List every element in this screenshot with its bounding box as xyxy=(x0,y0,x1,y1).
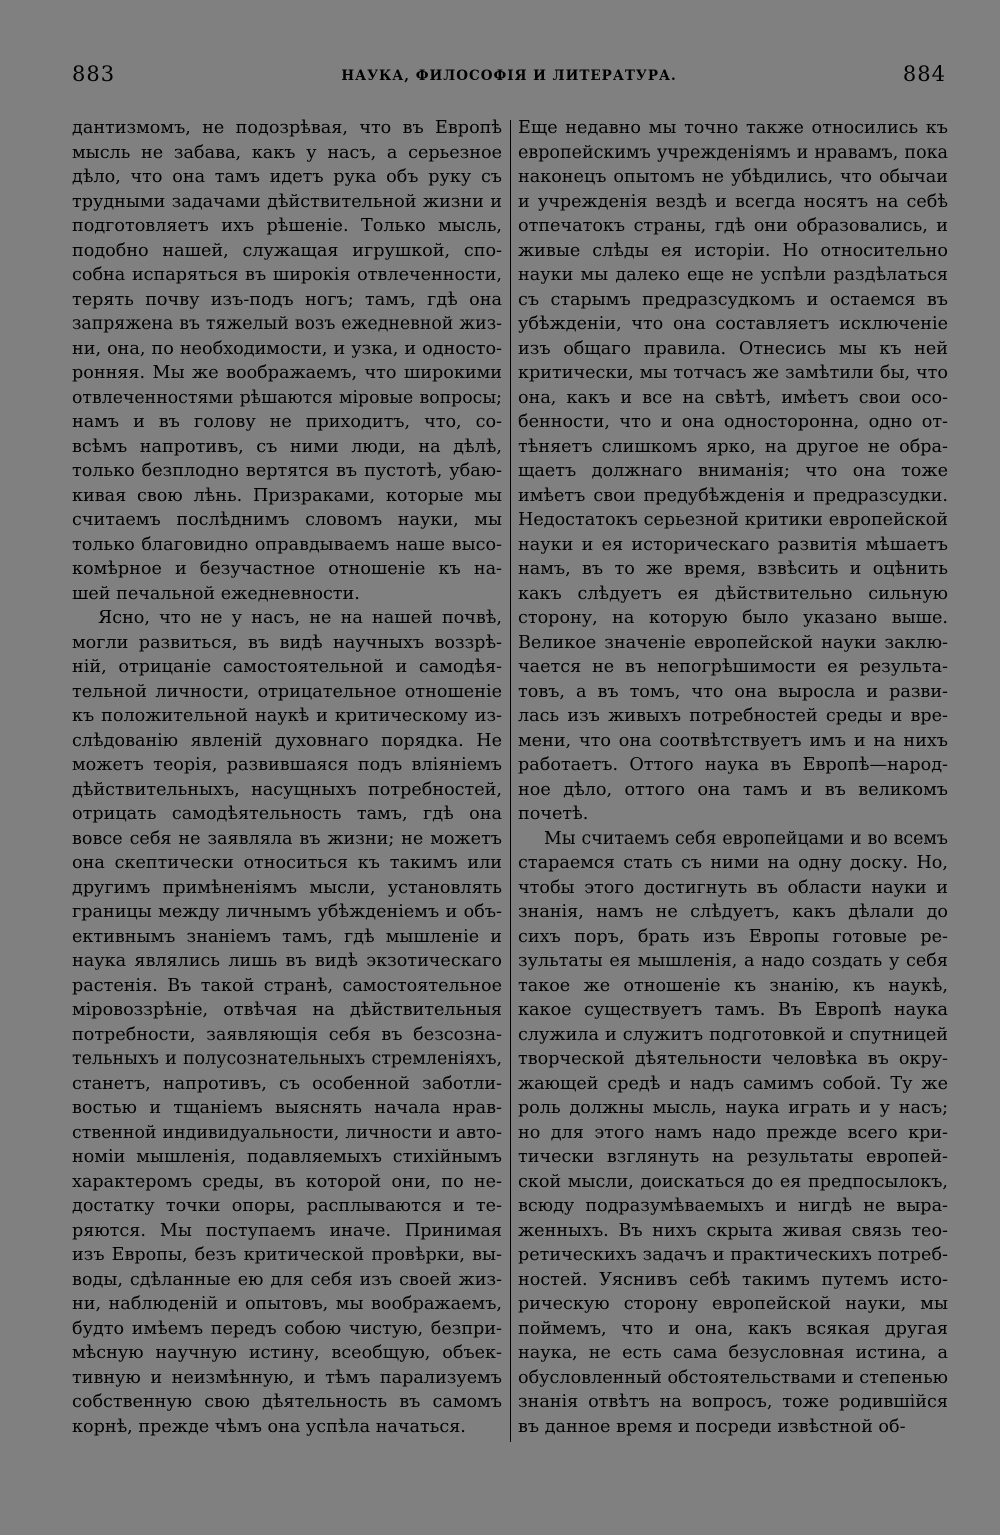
text-line: могли развиться, въ видѣ научныхъ воззрѣ- xyxy=(72,632,502,653)
text-line: ни, она, по необходимости, и узка, и односто- xyxy=(72,338,502,359)
text-line: щаетъ должнаго вниманія; что она тоже xyxy=(518,461,948,481)
text-line: тивную и неизмѣнную, и тѣмъ парализуемъ xyxy=(72,1367,502,1388)
text-line: ской мысли, доискаться до ея предпосылокъ, xyxy=(518,1171,948,1192)
text-line: сторону, на которую было указано выше. xyxy=(518,608,948,628)
text-line: рическую сторону европейской науки, мы xyxy=(518,1294,948,1314)
text-line: науки и ея историческаго развитія мѣшаетъ xyxy=(518,534,948,555)
text-line: почетѣ. xyxy=(518,804,589,824)
text-line: Недостатокъ серьезной критики европейской xyxy=(518,510,948,530)
text-line: лась изъ живыхъ потребностей среды и вре- xyxy=(518,706,948,726)
text-line: ективнымъ знаніемъ тамъ, гдѣ мышленіе и xyxy=(72,926,502,947)
left-page-number: 883 xyxy=(72,62,116,86)
text-line: тически взглянуть на результаты европей- xyxy=(518,1147,948,1167)
text-line: Мы считаемъ себя европейцами и во всемъ xyxy=(544,828,948,849)
text-line: какое существуетъ тамъ. Въ Европѣ наука xyxy=(518,1000,948,1020)
text-line: другимъ примѣненіямъ мысли, установлять xyxy=(72,877,502,898)
text-line: собна испаряться въ широкія отвлеченности, xyxy=(72,265,502,285)
text-line: зультаты ея мышленія, а надо создать у себя xyxy=(518,951,948,971)
text-line: обусловленный обстоятельствами и степенью xyxy=(518,1367,948,1388)
text-line: тельныхъ и полусознательныхъ стремленіяхъ, xyxy=(72,1049,502,1069)
text-line: комѣрное и безучастное отношеніе къ на- xyxy=(72,559,502,579)
text-line: Великое значеніе европейской науки заклю- xyxy=(518,632,948,653)
text-line: стараемся стать съ ними на одну доску. Но, xyxy=(518,853,948,873)
text-line: изъ Европы, безъ критической провѣрки, вы- xyxy=(72,1245,502,1265)
text-line: дѣло, что она тамъ идетъ рука объ руку съ xyxy=(72,167,502,187)
text-line: наука, не есть сама безусловная истина, а xyxy=(518,1343,948,1363)
text-line: считаемъ послѣднимъ словомъ науки, мы xyxy=(72,510,502,530)
text-line: ное дѣло, оттого она тамъ и въ великомъ xyxy=(518,779,948,800)
text-line: только благовидно оправдываемъ наше высо- xyxy=(72,534,502,555)
text-line: знанія отвѣтъ на вопросъ, тоже родившійся xyxy=(518,1392,948,1412)
right-page-number: 884 xyxy=(902,62,946,86)
text-line: сихъ поръ, брать изъ Европы готовые ре- xyxy=(518,926,948,947)
text-line: тельной личности, отрицательное отношеніе xyxy=(72,681,502,702)
text-line: европейскимъ учрежденіямъ и нравамъ, пока xyxy=(518,142,948,163)
text-line: будто имѣемъ передъ собою чистую, безпри- xyxy=(72,1318,502,1339)
text-line: всѣмъ напротивъ, съ ними люди, на дѣлѣ, xyxy=(72,436,502,457)
text-line: шей печальной ежедневности. xyxy=(72,583,360,604)
text-line: наконецъ опытомъ не убѣдились, что обычаи xyxy=(518,167,948,187)
text-line: подготовляетъ ихъ рѣшеніе. Только мысль, xyxy=(72,216,502,236)
text-line: къ положительной наукѣ и критическому из- xyxy=(72,706,502,726)
text-line: ряются. Мы поступаемъ иначе. Принимая xyxy=(72,1220,502,1241)
text-line: воды, сдѣланные ею для себя изъ своей жиз- xyxy=(72,1269,502,1290)
text-line: она скептически относиться къ такимъ или xyxy=(72,853,502,873)
text-line: собственную свою дѣятельность въ самомъ xyxy=(72,1392,502,1412)
text-line: границы между личнымъ убѣжденіемъ и объ- xyxy=(72,902,502,922)
text-line: съ старымъ предразсудкомъ и остаемся въ xyxy=(518,289,948,310)
text-line: мѣсную научную истину, всеобщую, объек- xyxy=(72,1343,502,1363)
text-line: мысль не забава, какъ у насъ, а серьезное xyxy=(72,142,502,163)
text-line: имѣетъ свои предубѣжденія и предразсудки. xyxy=(518,485,948,506)
text-line: дѣйствительныхъ, насущныхъ потребностей, xyxy=(72,779,502,800)
text-line: служила и служитъ подготовкой и спутницей xyxy=(518,1024,948,1045)
text-line: достатку точки опоры, расплываются и те- xyxy=(72,1196,502,1216)
text-line: отпечатокъ страны, гдѣ они образовались, и xyxy=(518,216,948,236)
text-line: отвлеченностями рѣшаются міровые вопросы; xyxy=(72,387,502,408)
text-line: намъ и въ голову не приходитъ, что, со- xyxy=(72,412,502,432)
text-line: такое же отношеніе къ знанію, къ наукѣ, xyxy=(518,975,948,996)
text-line: корнѣ, прежде чѣмъ она успѣла начаться. xyxy=(72,1416,466,1437)
text-line: ній, отрицаніе самостоятельной и самодѣя- xyxy=(72,657,502,677)
text-line: растенія. Въ такой странѣ, самостоятельное xyxy=(72,975,502,996)
text-line: она, какъ и все на свѣтѣ, имѣетъ свои осо- xyxy=(518,387,948,408)
text-line: изъ общаго правила. Отнесись мы къ ней xyxy=(518,338,948,359)
text-line: намъ, въ то же время, взвѣсить и оцѣнить xyxy=(518,559,948,579)
text-line: вовсе себя не заявляла въ жизни; не можетъ xyxy=(72,828,502,849)
text-line: номіи мышленія, подавляемыхъ стихійнымъ xyxy=(72,1147,502,1167)
text-line: характеромъ среды, въ которой они, по не- xyxy=(72,1171,502,1192)
text-line: знанія, намъ не слѣдуетъ, какъ дѣлали до xyxy=(518,902,948,922)
text-line: терять почву изъ-подъ ногъ; тамъ, гдѣ она xyxy=(72,289,502,310)
text-line: Ясно, что не у насъ, не на нашей почвѣ, xyxy=(98,608,502,628)
text-line: станетъ, напротивъ, съ особенной заботли- xyxy=(72,1073,502,1094)
column-divider xyxy=(510,120,511,1442)
text-line: живые слѣды ея исторіи. Но относительно xyxy=(518,240,948,261)
text-line: подобно нашей, служащая игрушкой, спо- xyxy=(72,240,502,261)
text-line: мени, что она соотвѣтствуетъ имъ и на нихъ xyxy=(518,730,948,751)
text-line: ронняя. Мы же воображаемъ, что широкими xyxy=(72,363,502,383)
text-line: и учрежденія вездѣ и всегда носятъ на себѣ xyxy=(518,191,948,212)
text-line: чается не въ непогрѣшимости ея результа- xyxy=(518,657,948,677)
text-line: отрицать самодѣятельность тамъ, гдѣ она xyxy=(72,804,502,824)
text-line: творческой дѣятельности человѣка въ окру- xyxy=(518,1049,948,1069)
text-line: въ данное время и посреди извѣстной об- xyxy=(518,1416,906,1437)
text-line: товъ, а въ томъ, что она выросла и разви- xyxy=(518,681,948,702)
text-line: наука являлись лишь въ видѣ экзотическаго xyxy=(72,951,502,971)
text-line: бенности, что и она односторонна, одно от- xyxy=(518,412,948,432)
running-title: НАУКА, ФИЛОСОФІЯ И ЛИТЕРАТУРА. xyxy=(341,68,677,84)
text-line: роль должны мысль, наука играть и у насъ; xyxy=(518,1098,948,1118)
text-line: трудными задачами дѣйствительной жизни и xyxy=(72,191,502,212)
left-column xyxy=(72,116,502,1439)
text-line: можетъ теорія, развившаяся подъ вліяніемъ xyxy=(72,755,502,775)
text-line: ностей. Уяснивъ себѣ такимъ путемъ исто- xyxy=(518,1269,948,1290)
text-line: дантизмомъ, не подозрѣвая, что въ Европѣ xyxy=(72,118,502,138)
text-line: работаетъ. Оттого наука въ Европѣ—народ- xyxy=(518,755,948,775)
text-line: ни, наблюденій и опытовъ, мы воображаемъ, xyxy=(72,1294,502,1314)
text-line: критически, мы тотчасъ же замѣтили бы, что xyxy=(518,363,948,383)
text-line: ственной индивидуальности, личности и авто- xyxy=(72,1122,502,1143)
text-line: тѣняетъ слишкомъ ярко, на другое не обра- xyxy=(518,436,948,457)
text-line: слѣдованію явленій духовнаго порядка. Не xyxy=(72,730,502,751)
text-line: запряжена въ тяжелый возъ ежедневной жиз- xyxy=(72,314,502,334)
text-line: науки мы далеко еще не успѣли раздѣлаться xyxy=(518,265,948,285)
text-line: востью и тщаніемъ выяснять начала нрав- xyxy=(72,1098,502,1118)
text-line: поймемъ, что и она, какъ всякая другая xyxy=(518,1318,948,1339)
right-column xyxy=(518,116,948,1439)
text-line: только безплодно вертятся въ пустотѣ, убаю- xyxy=(72,461,502,481)
text-line: убѣжденіи, что она составляетъ исключеніе xyxy=(518,314,948,334)
text-line: Еще недавно мы точно также относились къ xyxy=(518,118,948,138)
text-line: но для этого намъ надо прежде всего кри- xyxy=(518,1122,948,1143)
text-line: чтобы этого достигнуть въ области науки и xyxy=(518,877,948,898)
text-line: жающей средѣ и надъ самимъ собой. Ту же xyxy=(518,1073,948,1094)
text-line: кивая свою лѣнь. Призраками, которые мы xyxy=(72,485,502,506)
text-line: ретическихъ задачъ и практическихъ потреб- xyxy=(518,1245,948,1265)
text-line: всюду подразумѣваемыхъ и нигдѣ не выра- xyxy=(518,1196,948,1216)
text-line: міровоззрѣніе, отвѣчая на дѣйствительныя xyxy=(72,1000,502,1020)
text-line: какъ слѣдуетъ ея дѣйствительно сильную xyxy=(518,583,948,604)
page-header xyxy=(72,62,946,94)
text-line: женныхъ. Въ нихъ скрыта живая связь тео- xyxy=(518,1220,948,1241)
text-line: потребности, заявляющія себя въ безсозна- xyxy=(72,1024,502,1045)
